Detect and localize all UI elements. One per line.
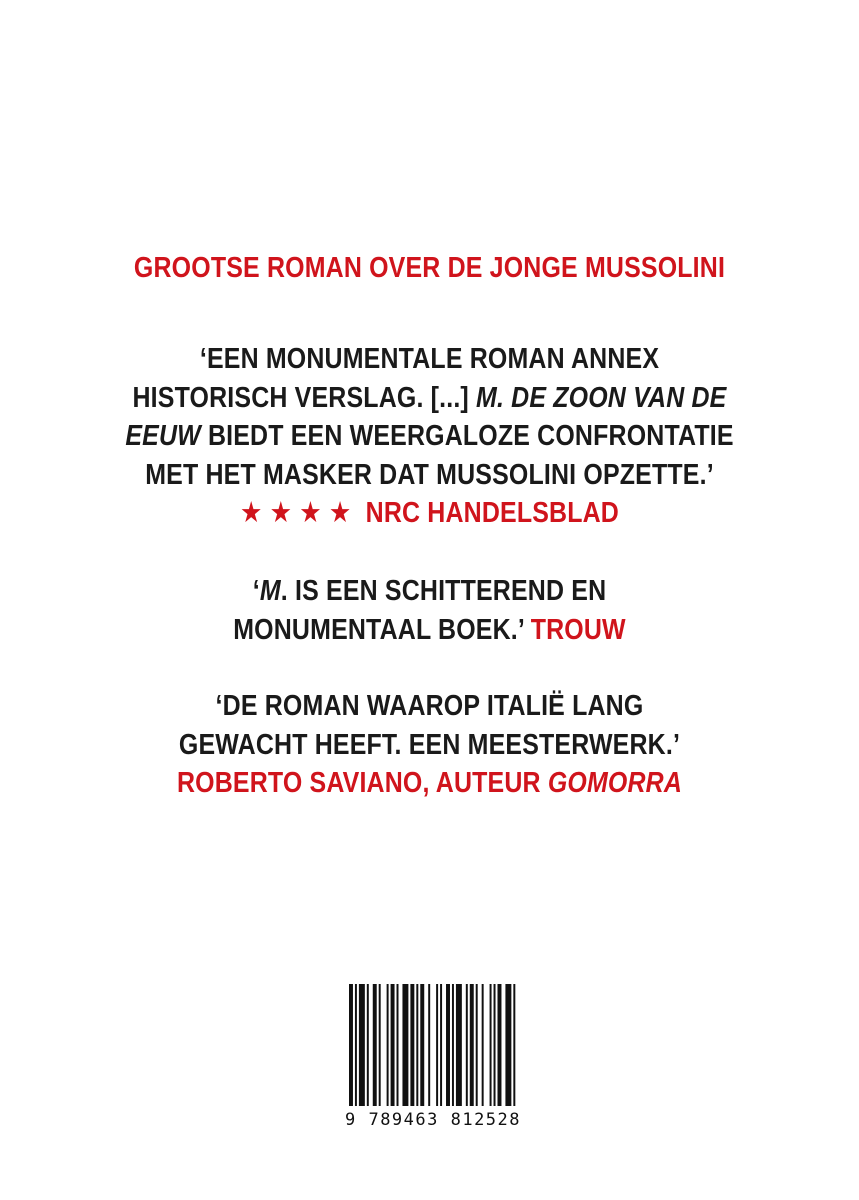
quote-nrc-line-2-text: HISTORISCH VERSLAG. [...] [132,381,477,414]
quote-nrc-book-title-part-2: EEUW [125,420,201,452]
quote-trouw-source: TROUW [530,613,626,646]
quote-nrc-book-title-part-1: M. DE ZOON VAN DE [476,381,727,414]
quote-saviano-book-title: GOMORRA [547,767,683,799]
quote-saviano [60,687,799,803]
isbn-number: 9 789463 812528 [344,1110,522,1130]
quote-nrc-line-1: ‘EEN MONUMENTALE ROMAN ANNEX [199,343,660,375]
quote-nrc-line-3-text: BIEDT EEN WEERGALOZE CONFRONTATIE [200,420,734,452]
quote-trouw-line-1-text: . IS EEN SCHITTEREND EN [280,575,607,607]
quote-trouw [60,572,799,649]
quote-nrc-attribution [60,494,799,533]
quote-trouw-line-2-text: MONUMENTAAL BOEK.’ [233,613,531,646]
quote-nrc-line-4: MET HET MASKER DAT MUSSOLINI OPZETTE.’ [145,458,714,491]
quote-trouw-line-1 [60,572,799,611]
quote-trouw-open-quote: ‘ [252,575,260,607]
quote-saviano-source: ROBERTO SAVIANO, AUTEUR [176,767,548,799]
star-rating-icon: ★ ★ ★ ★ [239,497,352,529]
quote-nrc [60,340,799,533]
tagline [60,249,799,288]
quote-trouw-line-2 [60,611,799,650]
quote-saviano-line-2: GEWACHT HEEFT. EEN MEESTERWERK.’ [178,728,681,761]
quote-nrc-source: NRC HANDELSBLAD [365,497,619,529]
quote-nrc-line-3 [60,417,799,456]
quote-saviano-line-1: ‘DE ROMAN WAAROP ITALIË LANG [215,690,644,722]
quote-saviano-attribution [60,764,799,803]
tagline-text: GROOTSE ROMAN OVER DE JONGE MUSSOLINI [133,252,726,284]
quote-trouw-title: M [259,575,281,607]
quote-nrc-line-2 [60,379,799,418]
